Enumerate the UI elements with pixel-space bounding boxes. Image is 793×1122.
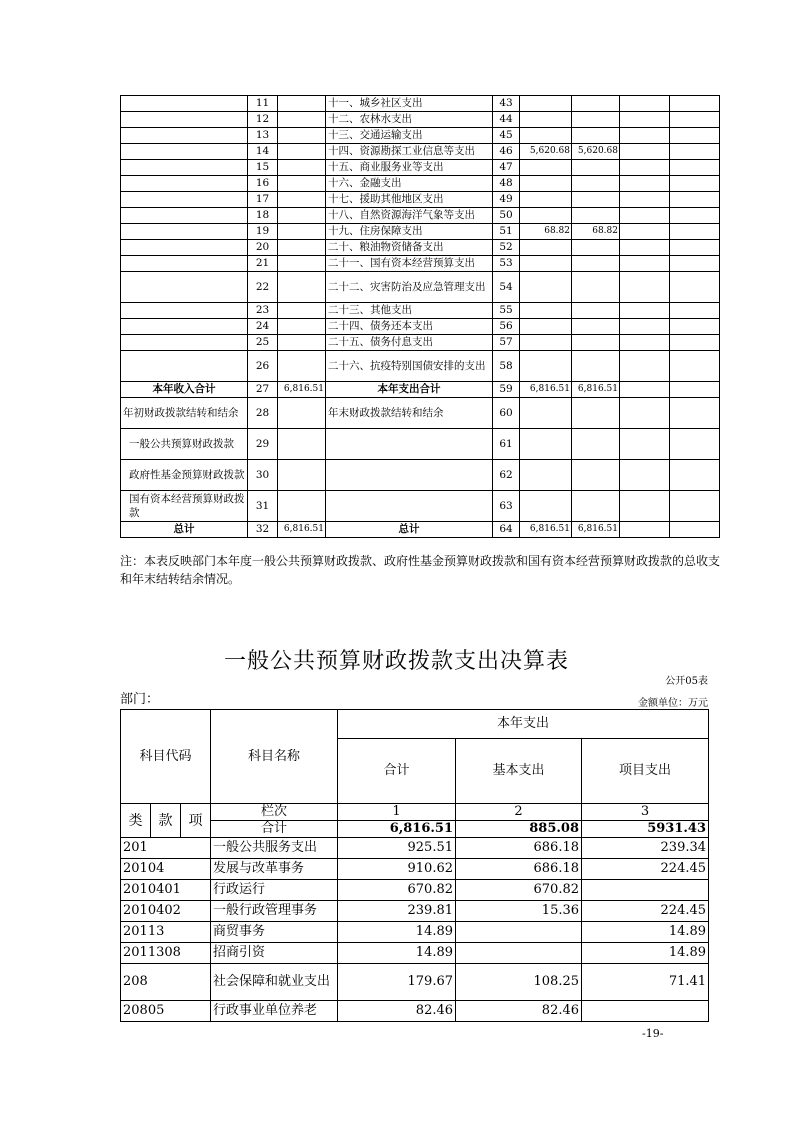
header-row: [121, 710, 709, 739]
table-row: 15 十五、商业服务业等支出 47: [121, 160, 720, 176]
table-row: 208 社会保障和就业支出 179.67 108.25 71.41: [121, 964, 709, 1001]
table-row: 18 十八、自然资源海洋气象等支出 50: [121, 208, 720, 224]
table-row: 19 十九、住房保障支出 51 68.82 68.82: [121, 224, 720, 240]
table-row: 2010401 行政运行 670.82 670.82: [121, 880, 709, 901]
grand-total-row: 总计 32 6,816.51 总计 64 6,816.51 6,816.51: [121, 522, 720, 538]
form-code: 公开05表: [665, 676, 708, 687]
table-row: 一般公共预算财政拨款 29 61: [121, 429, 720, 460]
table-row: 13 十三、交通运输支出 45: [121, 128, 720, 144]
header-xiang: 项: [181, 804, 211, 838]
header-row: 类 款 项 栏次 1 2 3: [121, 804, 709, 821]
unit-label: 金额单位：万元: [638, 698, 708, 709]
header-lanci: 栏次: [211, 804, 338, 821]
table-row: 20113 商贸事务 14.89 14.89: [121, 922, 709, 943]
income-expense-summary-table: [120, 95, 720, 538]
table-note: 注：本表反映部门本年度一般公共预算财政拨款、政府性基金预算财政拨款和国有资本经营预算财政拨款的总收支和年末结转结余情况。: [120, 554, 721, 586]
total-row: 合计 6,816.51 885.08 5931.43: [121, 821, 709, 838]
table-row: 政府性基金预算财政拨款 30 62: [121, 460, 720, 491]
table-row: 年初财政拨款结转和结余 28 年末财政拨款结转和结余 60: [121, 398, 720, 429]
table-row: 201 一般公共服务支出 925.51 686.18 239.34: [121, 838, 709, 859]
table-row: 12 十二、农林水支出 44: [121, 112, 720, 128]
table-row: 23 二十三、其他支出 55: [121, 303, 720, 319]
header-name: 科目名称: [211, 710, 338, 804]
header-total: 合计: [338, 739, 456, 804]
table-row: 20805 行政事业单位养老 82.46 82.46: [121, 1001, 709, 1022]
table-row: 2011308 招商引资 14.89 14.89: [121, 943, 709, 964]
table-row: 20 二十、粮油物资储备支出 52: [121, 240, 720, 256]
table-row: 26 二十六、抗疫特别国债安排的支出 58: [121, 351, 720, 382]
page-title: 一般公共预算财政拨款支出决算表: [223, 649, 569, 674]
table-row: 20104 发展与改革事务 910.62 686.18 224.45: [121, 859, 709, 880]
page-number: -19-: [642, 1027, 664, 1040]
header-code: 科目代码: [121, 710, 211, 804]
table-row: 11 十一、城乡社区支出 43: [121, 96, 720, 112]
department-label: 部门：: [120, 692, 160, 707]
income-total-row: 本年收入合计 27 6,816.51 本年支出合计 59 6,816.51 6,816.51: [121, 382, 720, 398]
header-kuan: 款: [151, 804, 181, 838]
table-row: 国有资本经营预算财政拨款 31 63: [121, 491, 720, 522]
header-basic: 基本支出: [456, 739, 582, 804]
table-row: 24 二十四、债务还本支出 56: [121, 319, 720, 335]
table-row: 2010402 一般行政管理事务 239.81 15.36 224.45: [121, 901, 709, 922]
general-budget-expense-table: [120, 709, 709, 1022]
table-row: 25 二十五、债务付息支出 57: [121, 335, 720, 351]
header-project: 项目支出: [582, 739, 709, 804]
header-lei: 类: [121, 804, 151, 838]
table-row: 21 二十一、国有资本经营预算支出 53: [121, 256, 720, 272]
table-row: 16 十六、金融支出 48: [121, 176, 720, 192]
table-row: 17 十七、援助其他地区支出 49: [121, 192, 720, 208]
table-row: 22 二十二、灾害防治及应急管理支出 54: [121, 272, 720, 303]
header-year-expense: 本年支出: [338, 710, 709, 739]
table-row: 14 十四、资源勘探工业信息等支出 46 5,620.68 5,620.68: [121, 144, 720, 160]
